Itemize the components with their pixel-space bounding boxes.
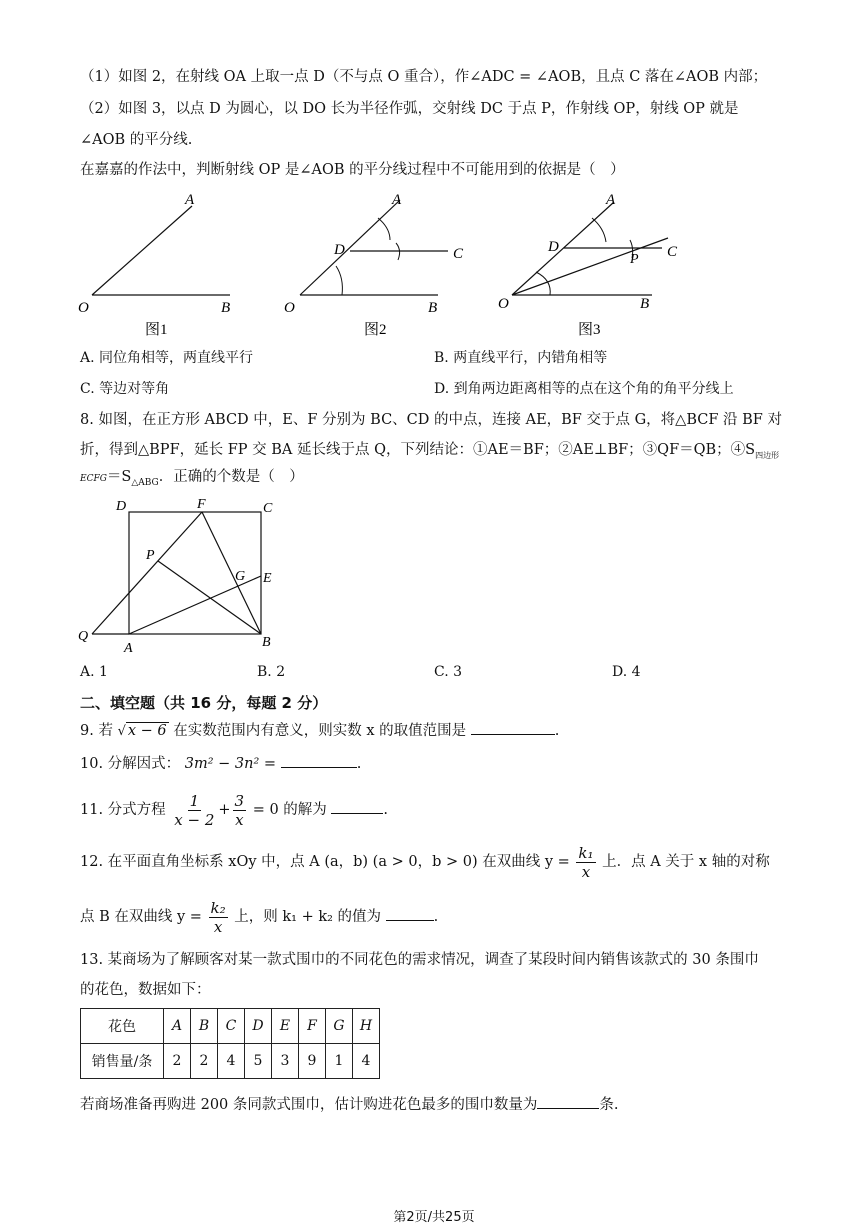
q11: 11. 分式方程 $\frac{1}{x - 2}$ + $\frac{3}{x}$ = 0 的解为 .	[80, 791, 389, 829]
q8-fig-label-G: G	[235, 569, 246, 584]
q8-fig-label-E: E	[263, 571, 272, 586]
table-cell: 1	[326, 1044, 353, 1079]
q11-f2-den: x	[235, 810, 244, 829]
q12-line1	[80, 840, 770, 884]
q11-fraction-1	[172, 792, 216, 829]
figure-3	[492, 188, 692, 352]
fig2-caption: 图2	[364, 322, 387, 338]
q12-fraction-k1	[576, 844, 595, 881]
figure-q8	[72, 494, 292, 668]
q11-prefix: 11. 分式方程	[80, 802, 166, 818]
q7-stem: 在嘉嘉的作法中，判断射线 OP 是∠AOB 的平分线过程中不可能用到的依据是（ ）	[80, 162, 625, 178]
fig3-label-O: O	[498, 296, 509, 312]
table-cell: 2	[164, 1044, 191, 1079]
fig2-label-A: A	[392, 192, 402, 208]
fig3-caption: 图3	[578, 322, 601, 338]
q12-line2: 点 B 在双曲线 y = $\frac{\text{k₂}}{x}$ 上，则 k₁ + k₂ 的值为 .	[80, 898, 439, 936]
q12-answer-blank[interactable]	[386, 906, 434, 921]
q13-table	[80, 1008, 380, 1079]
q12-fraction-k2	[209, 899, 228, 936]
q8-fig-label-B: B	[262, 635, 271, 650]
q13-answer-blank[interactable]	[537, 1094, 599, 1109]
fig3-label-B: B	[640, 296, 650, 312]
q8-line2-sub: 四边形	[755, 450, 780, 460]
table-row	[81, 1044, 380, 1079]
fig2-label-C: C	[453, 246, 464, 262]
q11-f2-num: 3	[234, 791, 245, 810]
q11-suffix: = 0 的解为	[252, 802, 327, 818]
q12-prefix: 12. 在平面直角坐标系 xOy 中，点 A (a，b) (a > 0，b > 0) 在双曲线 y =	[80, 854, 570, 870]
figure-2	[278, 188, 478, 352]
q10-expression: 3m² − 3n² =	[184, 756, 277, 772]
q7-option-a: A. 同位角相等，两直线平行	[80, 350, 254, 366]
table-cell: 9	[299, 1044, 326, 1079]
q12-line2-prefix: 点 B 在双曲线 y =	[80, 909, 202, 925]
q8-fig-label-D: D	[116, 499, 127, 514]
table-cell: B	[191, 1009, 218, 1044]
table-cell: 3	[272, 1044, 299, 1079]
fig2-label-B: B	[428, 300, 438, 316]
q11-f1-num: 1	[189, 791, 200, 810]
q8-fig-label-P: P	[146, 548, 155, 563]
table-cell: 4	[218, 1044, 245, 1079]
table-cell: 5	[245, 1044, 272, 1079]
table-cell: E	[272, 1009, 299, 1044]
q8-option-c: C. 3	[434, 664, 463, 680]
section-2-title: 二、填空题（共 16 分，每题 2 分）	[80, 694, 328, 712]
table-row	[81, 1009, 380, 1044]
q9-prefix: 9. 若	[80, 723, 113, 739]
q9-answer-blank[interactable]	[471, 720, 555, 735]
q10: 10. 分解因式： 3m² − 3n² = .	[80, 753, 361, 774]
fig1-caption: 图1	[145, 322, 168, 338]
q8-sub-ecfg: ECFG	[80, 474, 107, 484]
q8-line2-text: 折，得到△BPF，延长 FP 交 BA 延长线于点 Q，下列结论：①AE＝BF；②AE⊥BF；③QF＝QB；④S	[80, 442, 756, 458]
q8-line1: 8. 如图，在正方形 ABCD 中，E、F 分别为 BC、CD 的中点，连接 AE，BF 交于点 G，将△BCF 沿 BF 对	[80, 412, 782, 428]
q12-f2-num: k₂	[210, 898, 226, 917]
q12-line2-suffix: 上，则 k₁ + k₂ 的值为	[234, 909, 382, 925]
q9-radicand: x − 6	[127, 723, 167, 739]
fig3-label-C: C	[667, 244, 678, 260]
fig3-label-A: A	[606, 192, 616, 208]
step1-text: （1）如图 2，在射线 OA 上取一点 D（不与点 O 重合），作∠ADC = ∠AOB，且点 C 落在∠AOB 内部；	[80, 69, 768, 85]
step2-text: （2）如图 3，以点 D 为圆心，以 DO 长为半径作弧，交射线 DC 于点 P，作射线 OP，射线 OP 就是	[80, 101, 739, 117]
table-cell: G	[326, 1009, 353, 1044]
step2b-text: ∠AOB 的平分线.	[80, 132, 193, 148]
q7-option-b: B. 两直线平行，内错角相等	[434, 350, 608, 366]
table-header-cell: 销售量/条	[81, 1044, 164, 1079]
q11-f1-den: x − 2	[174, 810, 215, 829]
q8-option-a: A. 1	[80, 664, 108, 680]
q12-f1-num: k₁	[578, 843, 594, 862]
table-cell: C	[218, 1009, 245, 1044]
q8-line3	[80, 467, 304, 493]
q9: 9. 若 √ x − 6 在实数范围内有意义，则实数 x 的取值范围是 .	[80, 720, 559, 742]
table-cell: F	[299, 1009, 326, 1044]
q10-answer-blank[interactable]	[281, 753, 357, 768]
q7-option-d: D. 到角两边距离相等的点在这个角的角平分线上	[434, 381, 734, 397]
page-footer: 第2页/共25页	[393, 1210, 475, 1225]
q8-question: ．正确的个数是（ ）	[158, 469, 304, 485]
fig2-label-O: O	[284, 300, 295, 316]
fig3-label-D: D	[548, 239, 559, 255]
q11-answer-blank[interactable]	[331, 799, 383, 814]
q12-f1-den: x	[581, 862, 591, 881]
q8-sub-abg: △ABG	[131, 477, 159, 488]
q8-option-b: B. 2	[257, 664, 286, 680]
q13-line1: 13. 某商场为了解顾客对某一款式围巾的不同花色的需求情况，调查了某段时间内销售该款式的 30 条围巾	[80, 952, 759, 968]
sqrt-sign: √	[117, 724, 126, 739]
q11-plus: +	[218, 802, 231, 818]
table-header-cell: 花色	[81, 1009, 164, 1044]
table-cell: D	[245, 1009, 272, 1044]
fig1-label-B: B	[221, 300, 231, 316]
table-cell: H	[353, 1009, 380, 1044]
q13-line3-text: 若商场准备再购进 200 条同款式围巾，估计购进花色最多的围巾数量为	[80, 1097, 538, 1113]
q8-option-d: D. 4	[612, 664, 641, 680]
q11-fraction-2	[233, 792, 247, 829]
table-cell: 2	[191, 1044, 218, 1079]
q13-line2: 的花色，数据如下：	[80, 982, 211, 998]
q8-equals-s: ＝S	[106, 469, 132, 485]
q7-option-c: C. 等边对等角	[80, 381, 170, 397]
q8-fig-label-Q: Q	[78, 629, 89, 644]
q12-suffix: 上．点 A 关于 x 轴的对称	[602, 854, 770, 870]
fig1-label-O: O	[78, 300, 89, 316]
q10-prefix: 10. 分解因式：	[80, 756, 181, 772]
table-cell: 4	[353, 1044, 380, 1079]
q8-line2	[80, 440, 779, 466]
table-cell: A	[164, 1009, 191, 1044]
q12-f2-den: x	[213, 917, 223, 936]
q13-line3	[80, 1094, 619, 1115]
q13-line3-suffix: 条.	[599, 1097, 619, 1113]
q8-fig-label-C: C	[263, 501, 273, 516]
q8-fig-label-A: A	[124, 641, 133, 656]
figure-1	[70, 188, 250, 352]
fig1-label-A: A	[185, 192, 195, 208]
q8-fig-label-F: F	[197, 497, 206, 512]
fig3-label-P: P	[630, 252, 639, 267]
fig2-label-D: D	[334, 242, 345, 258]
q9-suffix: 在实数范围内有意义，则实数 x 的取值范围是	[173, 723, 467, 739]
